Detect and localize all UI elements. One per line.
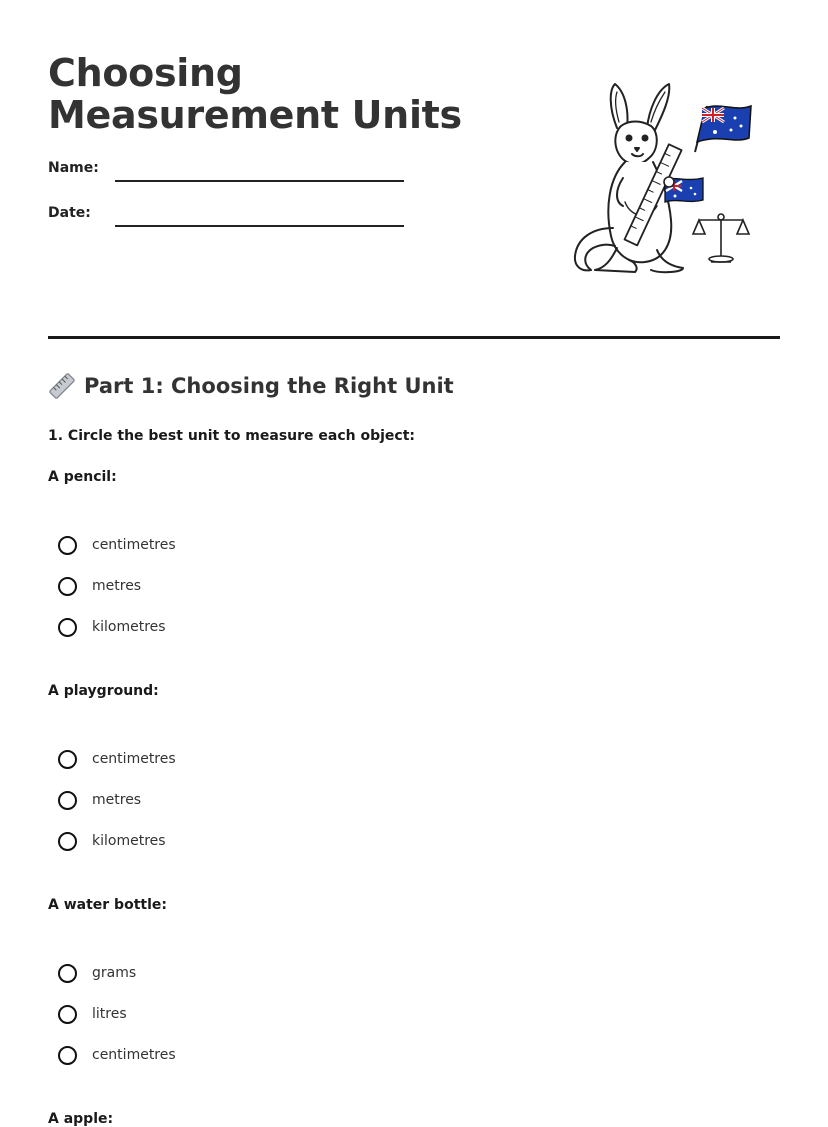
option-label: kilometres (92, 619, 166, 635)
radio-button[interactable] (58, 618, 77, 637)
option-centimetres[interactable] (58, 1043, 176, 1067)
option-metres[interactable] (58, 574, 141, 598)
option-centimetres[interactable] (58, 533, 176, 557)
name-label: Name: (48, 160, 99, 176)
part1-heading-text: Part 1: Choosing the Right Unit (84, 374, 454, 398)
option-kilometres[interactable] (58, 615, 166, 639)
part1-heading (48, 372, 454, 400)
radio-button[interactable] (58, 1046, 77, 1065)
option-litres[interactable] (58, 1002, 127, 1026)
option-label: centimetres (92, 751, 176, 767)
name-field[interactable] (115, 180, 404, 182)
question-instruction: 1. Circle the best unit to measure each object: (48, 428, 416, 444)
option-metres[interactable] (58, 788, 141, 812)
option-grams[interactable] (58, 961, 136, 985)
worksheet-title: Choosing Measurement Units (48, 51, 462, 137)
option-label: centimetres (92, 1047, 176, 1063)
header-divider (48, 336, 780, 339)
radio-button[interactable] (58, 964, 77, 983)
date-label: Date: (48, 205, 91, 221)
question-label: A pencil: (48, 469, 117, 485)
option-label: kilometres (92, 833, 166, 849)
question-label: A water bottle: (48, 897, 167, 913)
ruler-icon (48, 372, 76, 400)
option-kilometres[interactable] (58, 829, 166, 853)
kangaroo-illustration (565, 78, 760, 283)
radio-button[interactable] (58, 832, 77, 851)
question-label: A apple: (48, 1111, 114, 1127)
radio-button[interactable] (58, 536, 77, 555)
option-centimetres[interactable] (58, 747, 176, 771)
option-label: centimetres (92, 537, 176, 553)
option-label: litres (92, 1006, 127, 1022)
radio-button[interactable] (58, 577, 77, 596)
radio-button[interactable] (58, 1005, 77, 1024)
option-label: metres (92, 792, 142, 808)
option-label: metres (92, 578, 142, 594)
radio-button[interactable] (58, 750, 77, 769)
radio-button[interactable] (58, 791, 77, 810)
date-field[interactable] (115, 225, 404, 227)
option-label: grams (92, 965, 137, 981)
question-label: A playground: (48, 683, 159, 699)
